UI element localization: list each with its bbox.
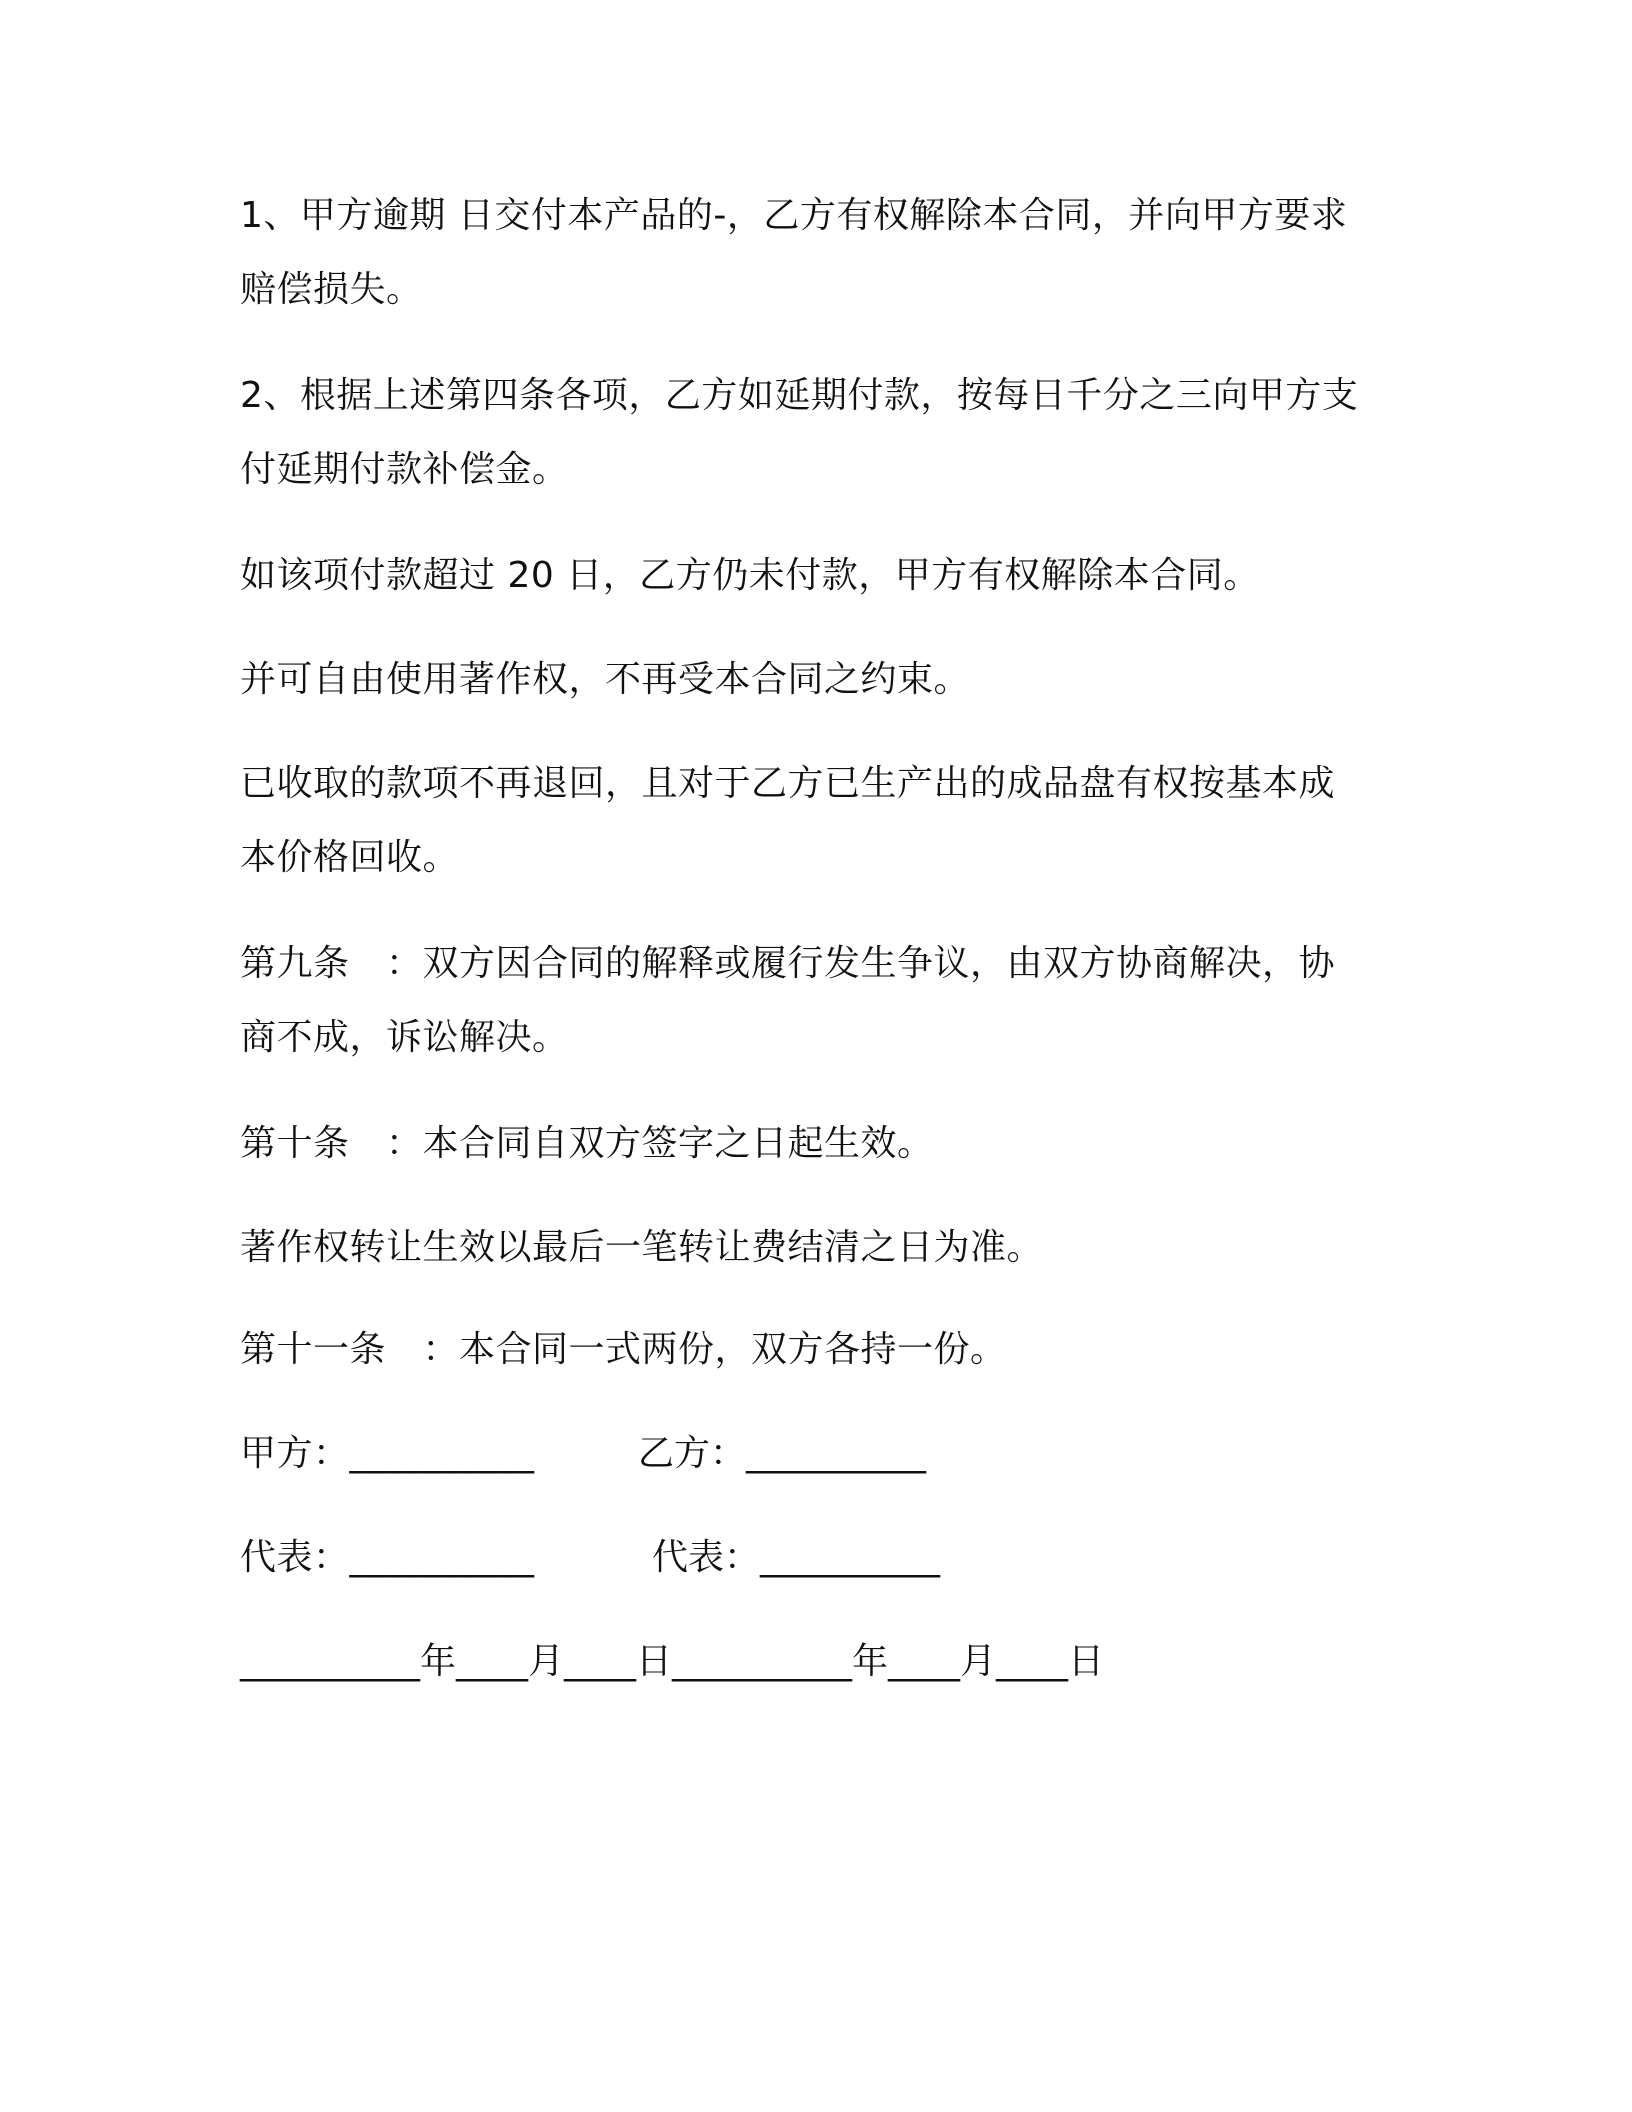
- paragraph-refund-line-1: 已收取的款项不再退回，且对于乙方已生产出的成品盘有权按基本成: [240, 763, 1336, 804]
- article-9-line-2: 商不成，诉讼解决。: [240, 1017, 569, 1058]
- clause-1-line-2: 赔偿损失。: [240, 269, 423, 310]
- paragraph-transfer-effective: 著作权转让生效以最后一笔转让费结清之日为准。: [240, 1227, 1044, 1268]
- signature-party-b: 乙方：__________: [638, 1433, 927, 1474]
- clause-2-line-1: 2、根据上述第四条各项，乙方如延期付款，按每日千分之三向甲方支: [240, 375, 1359, 416]
- signature-date-line: __________年____月____日__________年____月____日: [240, 1641, 1104, 1682]
- article-10: 第十条 ：本合同自双方签字之日起生效。: [240, 1123, 934, 1164]
- clause-2-line-2: 付延期付款补偿金。: [240, 449, 569, 490]
- paragraph-refund-line-2: 本价格回收。: [240, 837, 460, 878]
- signature-representative-b: 代表：__________: [652, 1537, 941, 1578]
- signature-party-a: 甲方：__________: [240, 1433, 535, 1474]
- paragraph-free-copyright-use: 并可自由使用著作权，不再受本合同之约束。: [240, 659, 971, 700]
- clause-1-line-1: 1、甲方逾期 日交付本产品的-，乙方有权解除本合同，并向甲方要求: [240, 195, 1348, 236]
- paragraph-overdue-payment: 如该项付款超过 20 日，乙方仍未付款，甲方有权解除本合同。: [240, 555, 1260, 596]
- article-9-line-1: 第九条 ：双方因合同的解释或履行发生争议，由双方协商解决，协: [240, 943, 1336, 984]
- signature-representative-a: 代表：__________: [240, 1537, 535, 1578]
- article-11: 第十一条 ：本合同一式两份，双方各持一份。: [240, 1329, 1007, 1370]
